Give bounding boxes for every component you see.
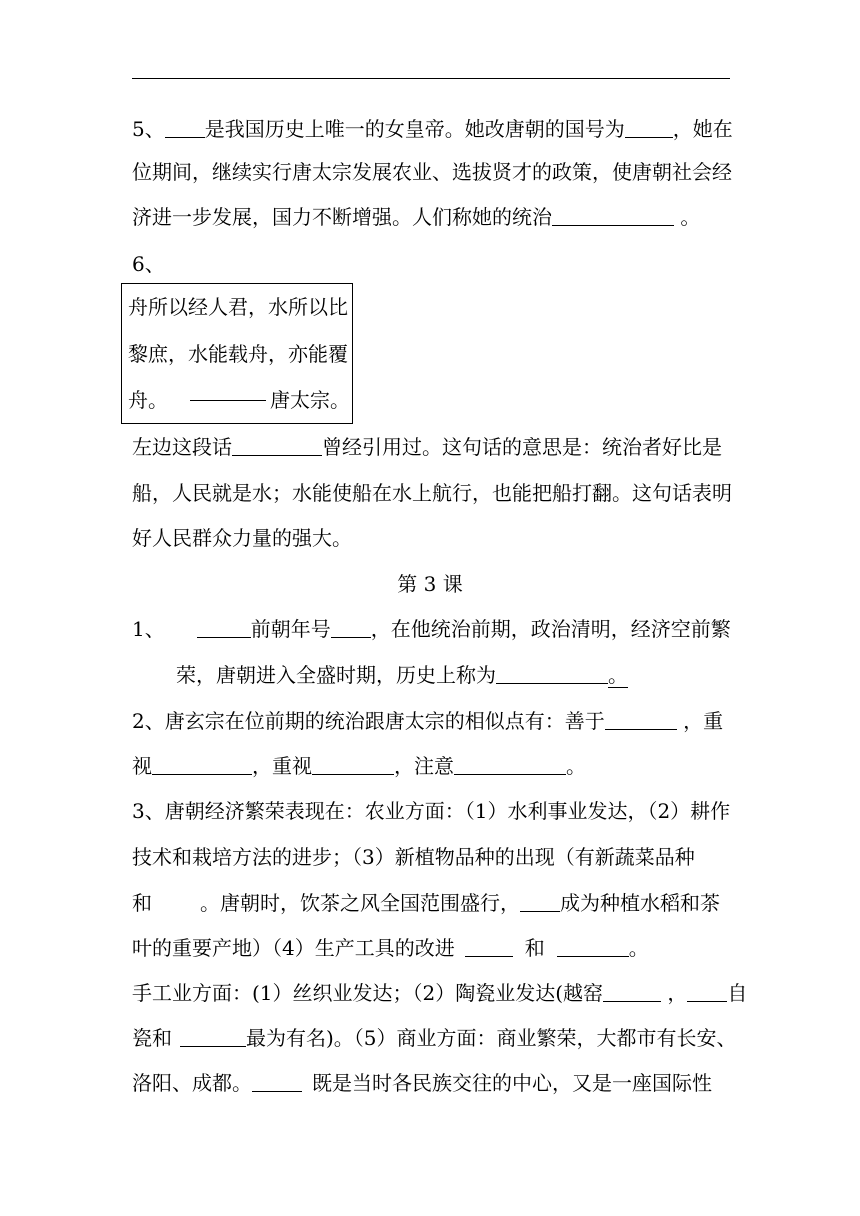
blank[interactable]: [312, 754, 394, 775]
blank[interactable]: [454, 754, 566, 775]
blank[interactable]: [603, 981, 661, 1002]
l3q1-line-2: 荣，唐朝进入全盛时期，历史上称为 。: [176, 663, 628, 687]
q6-number: 6、: [132, 252, 165, 276]
blank[interactable]: [180, 1026, 246, 1047]
blank[interactable]: [557, 936, 629, 957]
quote-line-1: 舟所以经人君，水所以比: [128, 295, 348, 319]
l3q3-line-2: 技术和栽培方法的进步；（3）新植物品种的出现（有新蔬菜品种: [132, 845, 695, 869]
blank[interactable]: [165, 117, 205, 138]
q6-line-1: 左边这段话 曾经引用过。这句话的意思是：统治者好比是: [132, 435, 722, 459]
l3q3-line-6: 瓷和 最为有名)。（5）商业方面：商业繁荣，大都市有长安、: [132, 1026, 737, 1050]
quote-box: [121, 283, 353, 424]
blank[interactable]: [252, 1071, 302, 1092]
l3q3-line-5: 手工业方面：(1）丝织业发达；（2）陶瓷业发达(越窑 ， 自: [132, 981, 748, 1005]
question-number: 1、: [132, 617, 165, 641]
q5-line-2: 位期间，继续实行唐太宗发展农业、选拔贤才的政策，使唐朝社会经: [132, 160, 732, 184]
blank[interactable]: [605, 709, 677, 730]
l3q2-line-1: 2、唐玄宗在位前期的统治跟唐太宗的相似点有：善于 ，重: [132, 709, 724, 733]
q5-number: 5、: [132, 117, 165, 141]
quote-line-2: 黎庶，水能载舟，亦能覆: [128, 342, 348, 366]
blank[interactable]: [520, 891, 560, 912]
l3q1-line-1: 1、 前朝年号 ，在他统治前期，政治清明，经济空前繁: [132, 617, 731, 641]
blank[interactable]: [625, 117, 673, 138]
q6-line-2: 船，人民就是水；水能使船在水上航行，也能把船打翻。这句话表明: [132, 481, 732, 505]
quote-line-3: 舟。 唐太宗。: [128, 388, 350, 412]
l3q3-line-1: 3、唐朝经济繁荣表现在：农业方面：（1）水利事业发达，（2）耕作: [132, 799, 731, 823]
blank[interactable]: [552, 205, 674, 226]
l3q3-line-7: 洛阳、成都。 既是当时各民族交往的中心，又是一座国际性: [132, 1071, 712, 1095]
q5-line-1: 5、 是我国历史上唯一的女皇帝。她改唐朝的国号为 ，她在: [132, 117, 733, 141]
blank[interactable]: [152, 754, 252, 775]
q5-line-3: 济进一步发展，国力不断增强。人们称她的统治 。: [132, 205, 701, 229]
blank[interactable]: [496, 663, 608, 684]
l3q2-line-2: 视 ，重视 ，注意 。: [132, 754, 586, 778]
dash-divider: [190, 400, 266, 401]
blank[interactable]: [687, 981, 727, 1002]
header-rule: [132, 78, 730, 79]
q6-line-3: 好人民群众力量的强大。: [132, 526, 352, 550]
blank[interactable]: [331, 617, 371, 638]
lesson-title: 第 3 课: [397, 572, 463, 596]
l3q3-line-3: 和 。唐朝时，饮茶之风全国范围盛行， 成为种植水稻和茶: [132, 891, 720, 915]
l3q3-line-4: 叶的重要产地）（4）生产工具的改进 和 。: [132, 936, 649, 960]
blank[interactable]: [465, 936, 513, 957]
blank[interactable]: [197, 617, 251, 638]
blank[interactable]: [232, 435, 322, 456]
